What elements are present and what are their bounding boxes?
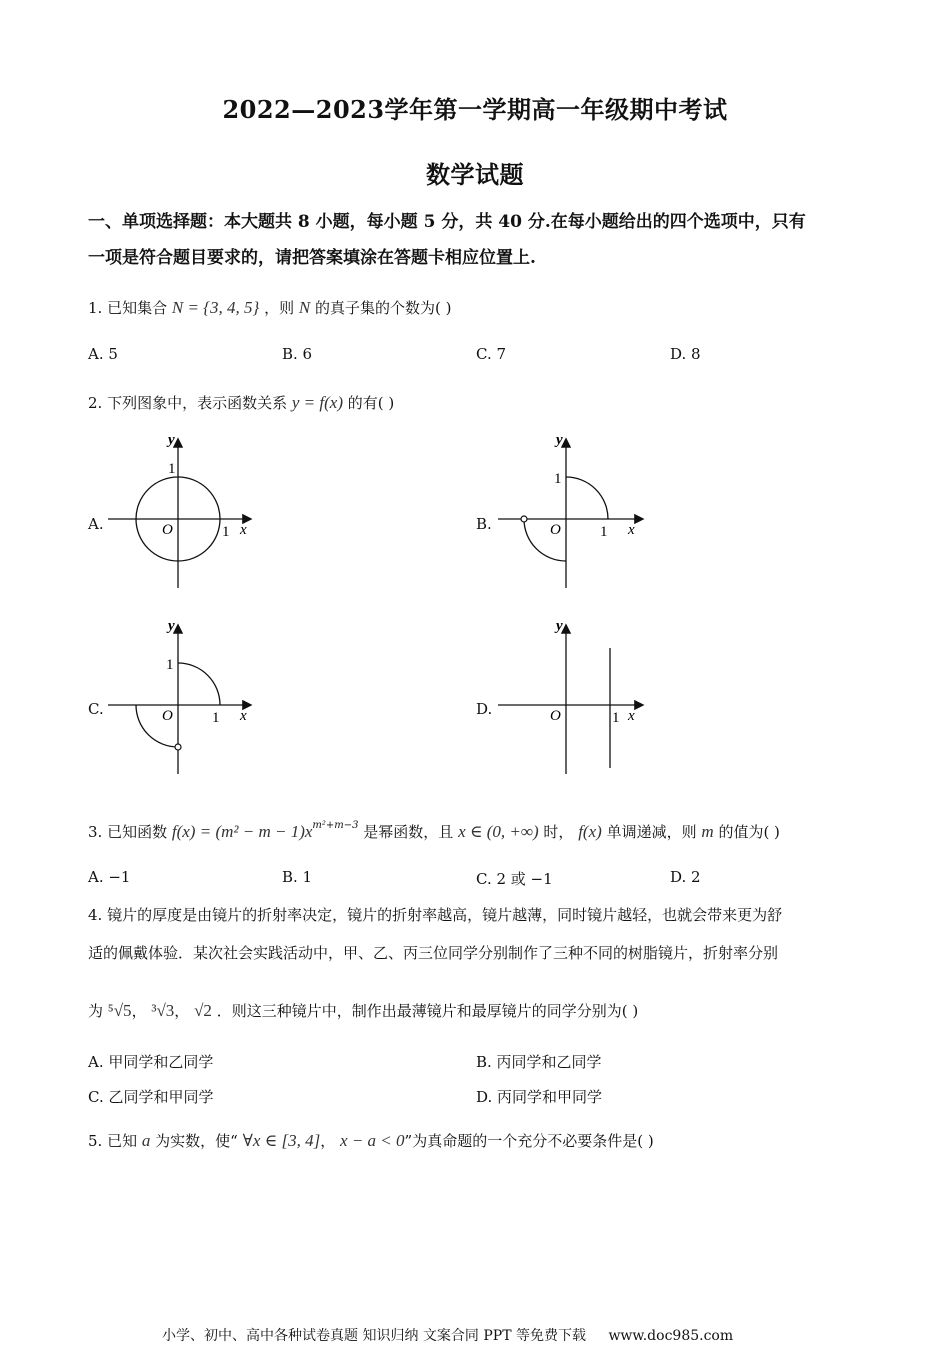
- q3-function-expression: f(x) = (m² − m − 1)x: [171, 822, 313, 841]
- origin-label: O: [550, 522, 561, 538]
- q4-option-d[interactable]: D. 丙同学和甲同学: [476, 1088, 603, 1106]
- q5-post: ”为真命题的一个充分不必要条件是( ): [404, 1132, 654, 1150]
- footer-text: 小学、初中、高中各种试卷真题 知识归纳 文案合同 PPT 等免费下载: [162, 1328, 586, 1344]
- tick-one-y: 1: [166, 657, 174, 673]
- graph-d: [490, 614, 660, 784]
- upper-right-arc: [566, 477, 608, 519]
- q5-mid: 为实数，使“: [155, 1132, 238, 1150]
- x-label: x: [628, 522, 635, 538]
- q4-post3: ．则这三种镜片中，制作出最薄镜片和最厚镜片的同学分别为( ): [216, 1002, 639, 1020]
- q5-var-a: a: [141, 1131, 151, 1150]
- tick-one-y: 1: [554, 471, 562, 487]
- question-3: [88, 820, 780, 842]
- open-endpoint: [175, 744, 181, 750]
- origin-label: O: [162, 522, 173, 538]
- q4-index-2: ³√3: [151, 1001, 175, 1020]
- q3-option-c[interactable]: C. 2 或 −1: [476, 870, 553, 888]
- graph-c: [100, 614, 270, 784]
- y-label: y: [556, 432, 563, 448]
- graph-b: [490, 428, 660, 598]
- question-2: [88, 392, 394, 413]
- q3-mid2: 时，: [543, 823, 574, 841]
- q1-option-d[interactable]: D. 8: [670, 345, 701, 363]
- q2-option-b[interactable]: B.: [476, 515, 492, 533]
- graph-a: [100, 428, 270, 598]
- origin-label: O: [162, 708, 173, 724]
- q2-option-d[interactable]: D.: [476, 700, 493, 718]
- q5-forall-expression: ∀x ∈ [3, 4]: [242, 1131, 321, 1150]
- q3-pre: 3. 已知函数: [88, 823, 168, 841]
- upper-right-arc: [178, 663, 220, 705]
- q1-mid: ，则: [264, 299, 295, 317]
- q4-pre3: 为: [88, 1002, 104, 1020]
- q2-expression: y = f(x): [291, 393, 343, 412]
- tick-one-y: 1: [168, 461, 176, 477]
- question-5: [88, 1130, 654, 1151]
- x-label: x: [240, 708, 247, 724]
- q5-pre: 5. 已知: [88, 1132, 138, 1150]
- open-endpoint: [521, 516, 527, 522]
- q4-line-3: [88, 1000, 638, 1021]
- tick-one-x: 1: [612, 710, 620, 726]
- x-label: x: [628, 708, 635, 724]
- tick-one-x: 1: [212, 710, 220, 726]
- q1-pre: 1. 已知集合: [88, 299, 168, 317]
- tick-one-x: 1: [600, 524, 608, 540]
- q2-pre: 2. 下列图象中，表示函数关系: [88, 394, 288, 412]
- q4-index-1: ⁵√5: [107, 1001, 132, 1020]
- question-1: [88, 297, 451, 318]
- section-heading-line1: 一、单项选择题：本大题共 8 小题，每小题 5 分，共 40 分.在每小题给出的四个选项中，只有: [88, 212, 806, 232]
- q1-option-a[interactable]: A. 5: [88, 345, 118, 363]
- tick-one-x: 1: [222, 524, 230, 540]
- q5-comma: ，: [320, 1132, 336, 1150]
- y-label: y: [556, 618, 563, 634]
- y-label: y: [168, 618, 175, 634]
- q3-post: 的值为( ): [718, 823, 780, 841]
- q4-option-b[interactable]: B. 丙同学和乙同学: [476, 1053, 602, 1071]
- q4-separator: ，: [131, 1002, 147, 1020]
- q4-option-a[interactable]: A. 甲同学和乙同学: [88, 1053, 214, 1071]
- q1-post: 的真子集的个数为( ): [315, 299, 452, 317]
- q4-separator: ，: [174, 1002, 190, 1020]
- q3-exponent: m²+m−3: [312, 820, 359, 831]
- q2-option-c[interactable]: C.: [88, 700, 104, 718]
- q1-set-expression: N = {3, 4, 5}: [171, 298, 260, 317]
- q3-option-d[interactable]: D. 2: [670, 868, 701, 886]
- footer-url[interactable]: www.doc985.com: [608, 1328, 734, 1344]
- q5-inequality: x − a < 0: [340, 1131, 405, 1150]
- q4-line-2: 适的佩戴体验．某次社会实践活动中，甲、乙、丙三位同学分别制作了三种不同的树脂镜片，折射率分别: [88, 944, 779, 962]
- origin-label: O: [550, 708, 561, 724]
- exam-title: 2022—2023学年第一学期高一年级期中考试: [222, 95, 728, 124]
- q3-mid1: 是幂函数，且: [363, 823, 454, 841]
- section-heading-line2: 一项是符合题目要求的，请把答案填涂在答题卡相应位置上.: [88, 248, 536, 268]
- q3-domain-condition: x ∈ (0, +∞): [458, 822, 539, 841]
- y-label: y: [168, 432, 175, 448]
- q3-var-m: m: [701, 822, 714, 841]
- q3-mid3: 单调递减，则: [606, 823, 697, 841]
- q4-index-3: √2: [194, 1001, 212, 1020]
- exam-subtitle: 数学试题: [426, 160, 524, 189]
- q3-option-a[interactable]: A. −1: [88, 868, 131, 886]
- q4-option-c[interactable]: C. 乙同学和甲同学: [88, 1088, 214, 1106]
- q3-option-b[interactable]: B. 1: [282, 868, 313, 886]
- footer-promo: [162, 1325, 733, 1345]
- q1-option-b[interactable]: B. 6: [282, 345, 313, 363]
- q2-option-a[interactable]: A.: [88, 515, 104, 533]
- q2-post: 的有( ): [347, 394, 395, 412]
- x-label: x: [240, 522, 247, 538]
- q3-fx: f(x): [578, 822, 602, 841]
- q1-option-c[interactable]: C. 7: [476, 345, 507, 363]
- q1-var-n: N: [298, 298, 311, 317]
- q4-line-1: 4. 镜片的厚度是由镜片的折射率决定，镜片的折射率越高，镜片越薄，同时镜片越轻，也就会带来更为舒: [88, 906, 783, 924]
